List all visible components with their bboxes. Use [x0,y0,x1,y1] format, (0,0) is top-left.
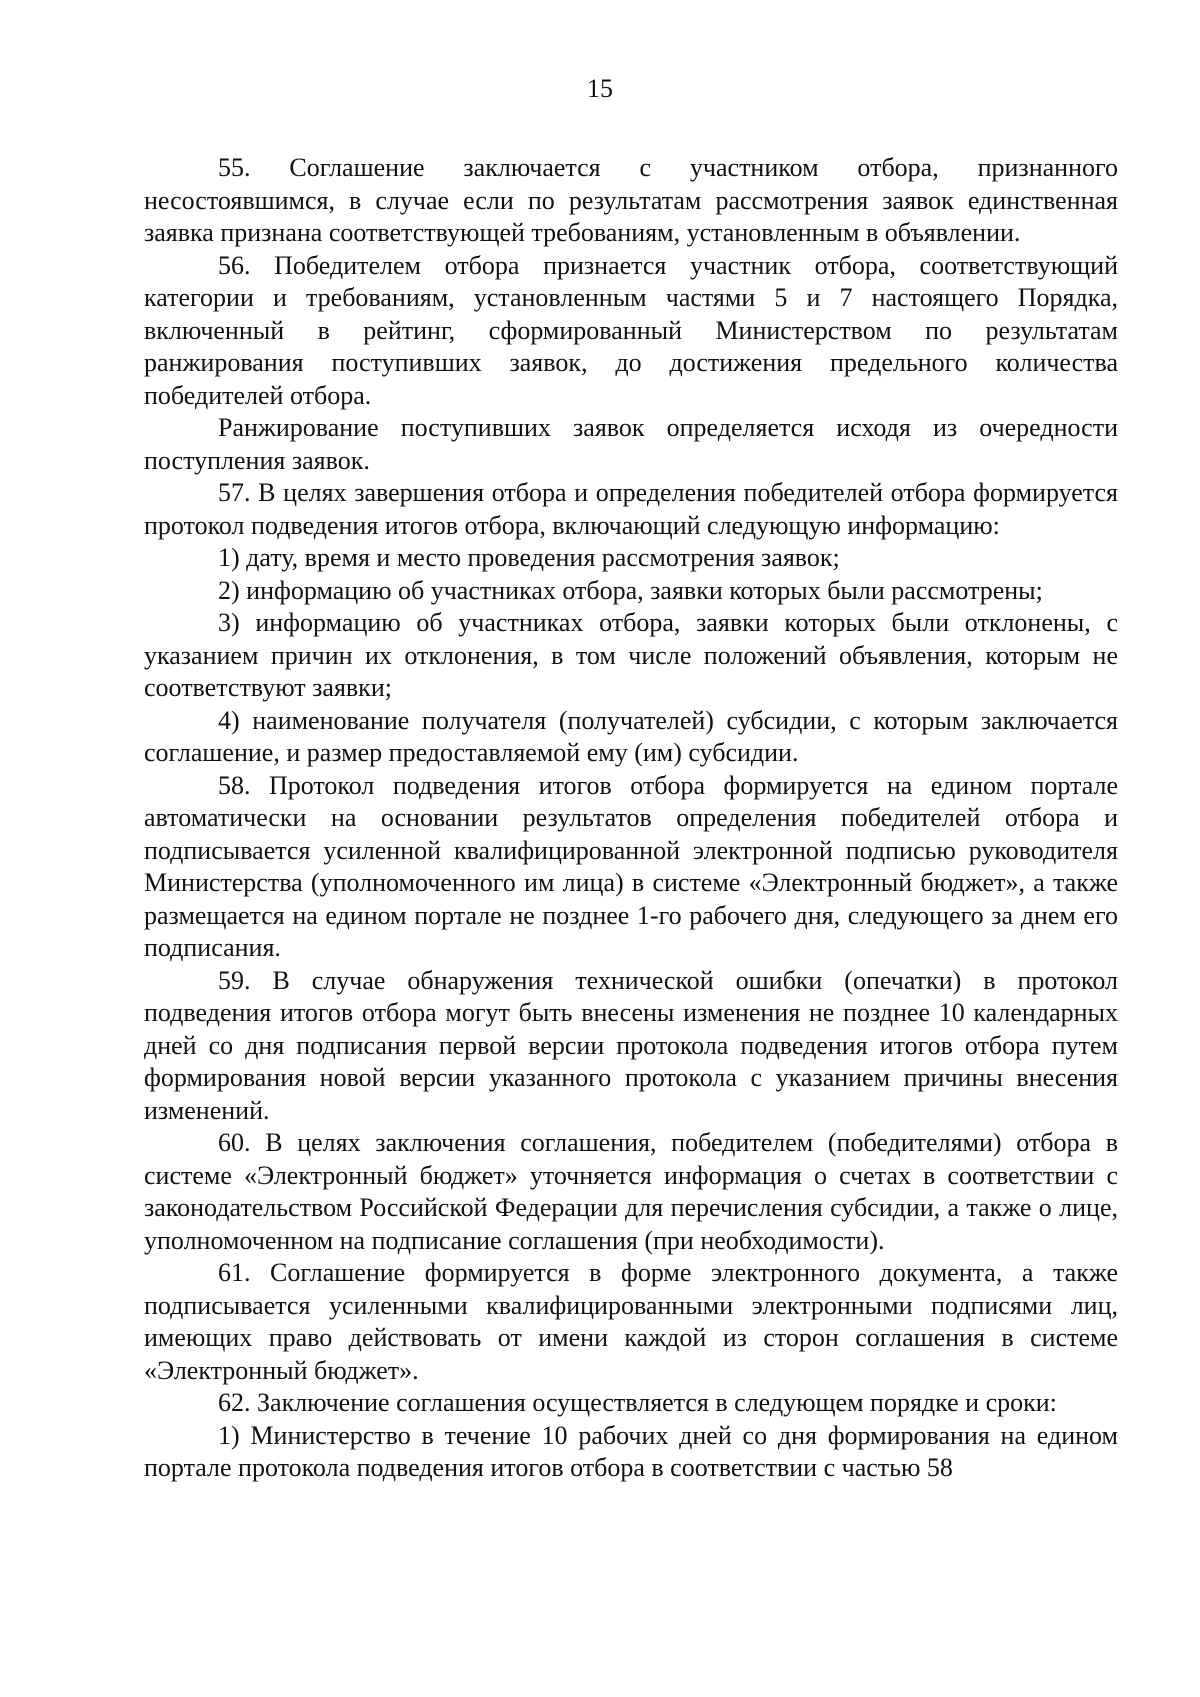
list-item-62-1: 1) Министерство в течение 10 рабочих дней со дня формирования на едином портале протокола подведения итогов отбора в соответствии с частью 58 [144,1420,1118,1482]
page-number: 15 [587,74,613,103]
paragraph-57: 57. В целях завершения отбора и определения победителей отбора формируется протокол подведения итогов отбора, включающий следующую информацию: [144,478,1118,540]
list-item-57-2: 2) информацию об участниках отбора, заявки которых были рассмотрены; [218,575,1043,605]
paragraph-59: 59. В случае обнаружения технической ошибки (опечатки) в протокол подведения итогов отбора могут быть внесены изменения не позднее 10 календарных дней со дня подписания первой версии протокола подведения итогов отбора путем формирования новой версии указанного протокола с указанием причины внесения изменений. [144,965,1118,1125]
paragraph-61: 61. Соглашение формируется в форме электронного документа, а также подписывается усиленными квалифицированными электронными подписями лиц, имеющих право действовать от имени каждой из сторон соглашения в системе «Электронный бюджет». [144,1258,1118,1385]
paragraph-58: 58. Протокол подведения итогов отбора формируется на едином портале автоматически на основании результатов определения победителей отбора и подписывается усиленной квалифицированной электронной подписью руководителя Министерства (уполномоченного им лица) в системе «Электронный бюджет», а также размещается на едином портале не позднее 1-го рабочего дня, следующего за днем его подписания. [144,770,1118,962]
paragraph-ranking: Ранжирование поступивших заявок определяется исходя из очередности поступления заявок. [144,413,1118,475]
list-item-57-3: 3) информацию об участниках отбора, заявки которых были отклонены, с указанием причин их отклонения, в том числе положений объявления, которым не соответствуют заявки; [144,608,1118,702]
list-item-57-1: 1) дату, время и место проведения рассмотрения заявок; [218,543,840,572]
paragraph-60: 60. В целях заключения соглашения, победителем (победителями) отбора в системе «Электронный бюджет» уточняется информация о счетах в соответствии с законодательством Российской Федерации для перечисления субсидии, а также о лице, уполномоченном на подписание соглашения (при необходимости). [144,1128,1118,1255]
paragraph-56: 56. Победителем отбора признается участник отбора, соответствующий категории и требованиям, установленным частями 5 и 7 настоящего Порядка, включенный в рейтинг, сформированный Министерством по результатам ранжирования поступивших заявок, до достижения предельного количества победителей отбора. [144,250,1118,410]
paragraph-62: 62. Заключение соглашения осуществляется в следующем порядке и сроки: [218,1388,1057,1417]
document-body [144,152,1118,1485]
paragraph-55: 55. Соглашение заключается с участником отбора, признанного несостоявшимся, в случае если по результатам рассмотрения заявок единственная заявка признана соответствующей требованиям, установленным в объявлении. [144,153,1118,247]
list-item-57-4: 4) наименование получателя (получателей) субсидии, с которым заключается соглашение, и размер предоставляемой ему (им) субсидии. [144,705,1118,767]
